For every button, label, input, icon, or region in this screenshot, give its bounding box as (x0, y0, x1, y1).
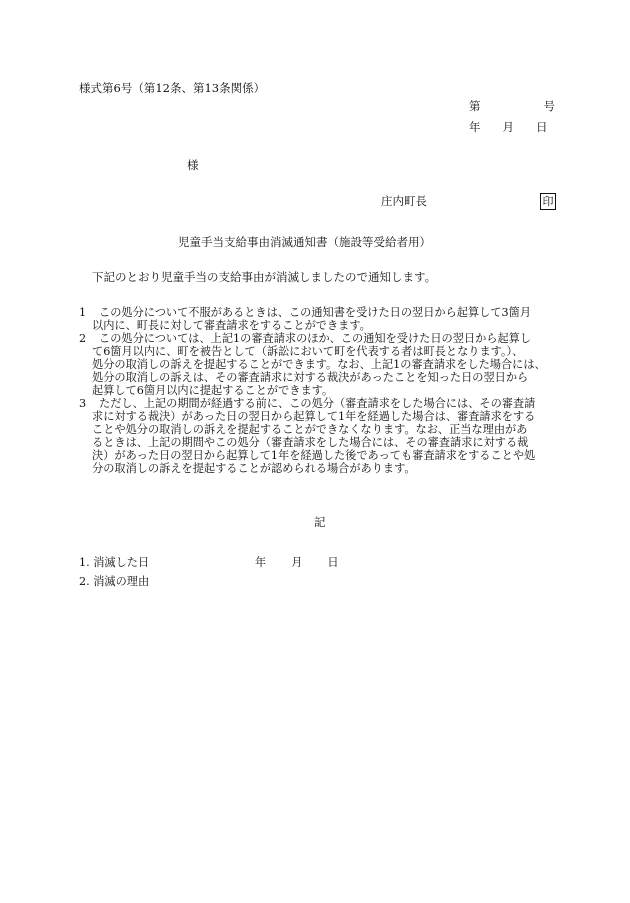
notice-line: 決）があった日の翌日から起算して1年を経過した後であっても審査請求をすることや処 (92, 449, 536, 462)
extinction-date-month: 月 (291, 556, 303, 569)
notice-item (79, 306, 559, 332)
notice-line: 以内に、町長に対して審査請求をすることができます。 (92, 319, 371, 332)
number-suffix: 号 (543, 99, 555, 113)
extinction-reason-label: 2. 消滅の理由 (79, 575, 150, 588)
notice-number: 3 (79, 397, 87, 410)
issue-date-line (469, 122, 548, 134)
document-number-line (469, 101, 555, 113)
notice-line: ただし、上記の期間が経過する前に、この処分（審査請求をした場合には、その審査請 (99, 397, 536, 410)
date-year: 年 (469, 120, 481, 134)
intro-text: 下記のとおり児童手当の支給事由が消滅しましたので通知します。 (92, 270, 437, 284)
form-label: 様式第6号（第12条、第13条関係） (79, 81, 266, 95)
notice-line: 処分の取消しの訴えは、その審査請求に対する裁決があったことを知った日の翌日から (92, 371, 529, 384)
notice-line: 処分の取消しの訴えを提起することができます。なお、上記1の審査請求をした場合には、 (92, 358, 546, 371)
notice-line: 起算して6箇月以内に提起することができます。 (92, 384, 334, 397)
addressee-honorific: 様 (187, 158, 199, 172)
number-prefix: 第 (469, 99, 481, 113)
extinction-date-label: 1. 消滅した日 (79, 556, 150, 569)
extinction-date-row (79, 553, 339, 572)
extinction-reason-row (79, 572, 339, 591)
notice-number: 1 (79, 306, 87, 319)
notice-line: 分の取消しの訴えを提起することが認められる場合があります。 (92, 462, 416, 475)
notice-list (79, 306, 559, 475)
notice-line: この処分について不服があるときは、この通知書を受けた日の翌日から起算して3箇月 (99, 306, 532, 319)
notice-item (79, 332, 559, 397)
notice-line: ことや処分の取消しの訴えを提起することができなくなります。なお、正当な理由があ (92, 423, 528, 436)
extinction-date-year: 年 (255, 556, 267, 569)
date-day: 日 (536, 120, 548, 134)
extinction-date-day: 日 (327, 556, 339, 569)
notice-line: るときは、上記の期間やこの処分（審査請求をした場合には、その審査請求に対する裁 (92, 436, 529, 449)
document-title: 児童手当支給事由消滅通知書（施設等受給者用） (178, 235, 431, 249)
notice-number: 2 (79, 332, 87, 345)
record-items (79, 553, 339, 591)
notice-item (79, 397, 559, 475)
ki-heading: 記 (314, 515, 326, 529)
issuer-name: 庄内町長 (381, 194, 427, 208)
notice-line: この処分については、上記1の審査請求のほか、この通知を受けた日の翌日から起算し (99, 332, 532, 345)
date-month: 月 (502, 120, 514, 134)
notice-line: て6箇月以内に、町を被告として（訴訟において町を代表する者は町長となります。）、 (92, 345, 524, 358)
notice-line: 求に対する裁決）があった日の翌日から起算して1年を経過した場合は、審査請求をする (92, 410, 536, 423)
seal-mark: 印 (540, 193, 556, 210)
